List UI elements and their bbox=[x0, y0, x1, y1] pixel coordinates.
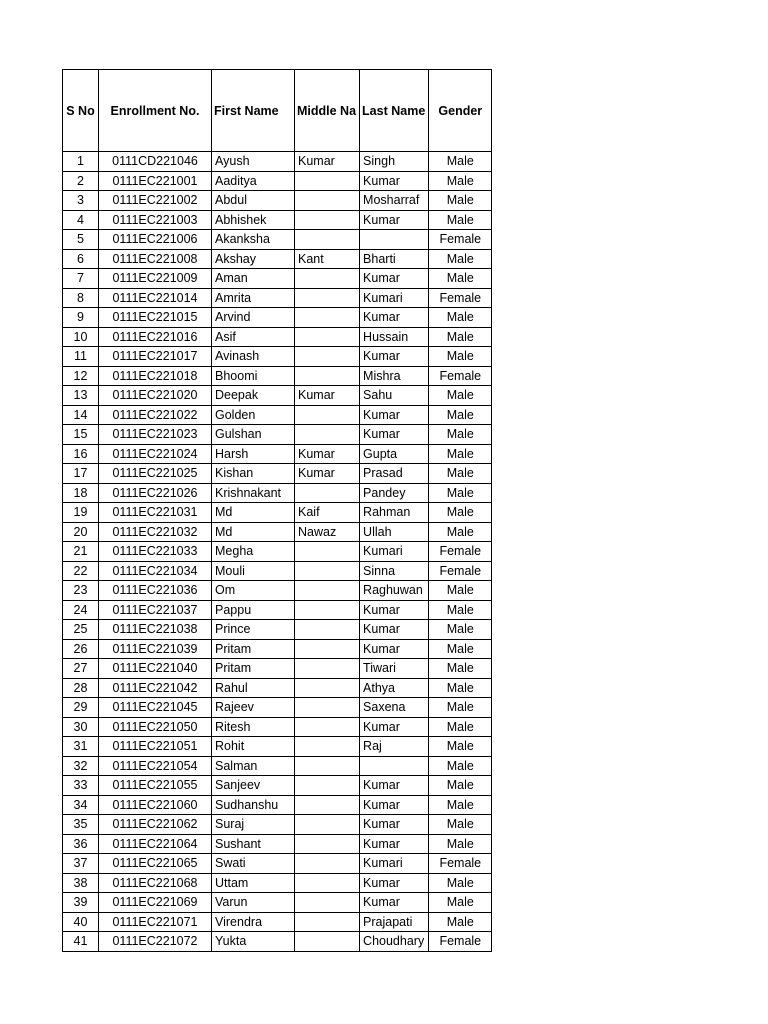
cell-middle-name: Kumar bbox=[295, 152, 360, 172]
cell-enrollment-no: 0111EC221009 bbox=[99, 269, 212, 289]
cell-enrollment-no: 0111EC221054 bbox=[99, 756, 212, 776]
table-row bbox=[63, 873, 492, 893]
cell-gender: Female bbox=[429, 854, 492, 874]
cell-enrollment-no: 0111EC221038 bbox=[99, 620, 212, 640]
cell-last-name: Raghuwan bbox=[360, 581, 429, 601]
table-row bbox=[63, 366, 492, 386]
table-row bbox=[63, 327, 492, 347]
cell-enrollment-no: 0111EC221017 bbox=[99, 347, 212, 367]
cell-enrollment-no: 0111EC221032 bbox=[99, 522, 212, 542]
table-row bbox=[63, 834, 492, 854]
cell-first-name: Virendra bbox=[212, 912, 295, 932]
cell-enrollment-no: 0111EC221006 bbox=[99, 230, 212, 250]
cell-enrollment-no: 0111EC221068 bbox=[99, 873, 212, 893]
cell-last-name: Kumar bbox=[360, 210, 429, 230]
cell-last-name: Kumar bbox=[360, 639, 429, 659]
cell-s-no: 29 bbox=[63, 698, 99, 718]
cell-gender: Male bbox=[429, 386, 492, 406]
cell-gender: Female bbox=[429, 366, 492, 386]
cell-first-name: Md bbox=[212, 503, 295, 523]
cell-last-name: Sinna bbox=[360, 561, 429, 581]
cell-enrollment-no: 0111EC221039 bbox=[99, 639, 212, 659]
cell-middle-name bbox=[295, 483, 360, 503]
cell-s-no: 9 bbox=[63, 308, 99, 328]
cell-first-name: Ayush bbox=[212, 152, 295, 172]
cell-s-no: 35 bbox=[63, 815, 99, 835]
table-row bbox=[63, 288, 492, 308]
cell-middle-name bbox=[295, 600, 360, 620]
cell-first-name: Abhishek bbox=[212, 210, 295, 230]
cell-last-name: Mosharraf bbox=[360, 191, 429, 211]
cell-first-name: Pritam bbox=[212, 659, 295, 679]
cell-enrollment-no: 0111EC221071 bbox=[99, 912, 212, 932]
cell-enrollment-no: 0111EC221002 bbox=[99, 191, 212, 211]
cell-enrollment-no: 0111EC221050 bbox=[99, 717, 212, 737]
cell-first-name: Golden bbox=[212, 405, 295, 425]
cell-first-name: Rajeev bbox=[212, 698, 295, 718]
table-row bbox=[63, 522, 492, 542]
cell-s-no: 24 bbox=[63, 600, 99, 620]
cell-middle-name bbox=[295, 210, 360, 230]
cell-gender: Male bbox=[429, 873, 492, 893]
cell-last-name: Raj bbox=[360, 737, 429, 757]
table-row bbox=[63, 386, 492, 406]
cell-last-name: Rahman bbox=[360, 503, 429, 523]
cell-gender: Male bbox=[429, 405, 492, 425]
cell-gender: Male bbox=[429, 893, 492, 913]
cell-middle-name bbox=[295, 171, 360, 191]
cell-last-name: Kumar bbox=[360, 893, 429, 913]
cell-middle-name bbox=[295, 308, 360, 328]
table-row bbox=[63, 717, 492, 737]
table-row bbox=[63, 932, 492, 952]
cell-s-no: 25 bbox=[63, 620, 99, 640]
cell-gender: Male bbox=[429, 737, 492, 757]
table-row bbox=[63, 542, 492, 562]
table-row bbox=[63, 659, 492, 679]
table-row bbox=[63, 756, 492, 776]
cell-gender: Male bbox=[429, 717, 492, 737]
cell-gender: Male bbox=[429, 834, 492, 854]
cell-s-no: 14 bbox=[63, 405, 99, 425]
cell-s-no: 39 bbox=[63, 893, 99, 913]
cell-middle-name bbox=[295, 756, 360, 776]
cell-s-no: 31 bbox=[63, 737, 99, 757]
cell-enrollment-no: 0111EC221031 bbox=[99, 503, 212, 523]
cell-last-name: Hussain bbox=[360, 327, 429, 347]
table-row bbox=[63, 483, 492, 503]
cell-last-name: Kumar bbox=[360, 795, 429, 815]
cell-last-name: Kumar bbox=[360, 308, 429, 328]
header-row bbox=[63, 70, 492, 152]
cell-gender: Male bbox=[429, 483, 492, 503]
cell-s-no: 41 bbox=[63, 932, 99, 952]
cell-first-name: Varun bbox=[212, 893, 295, 913]
cell-enrollment-no: 0111EC221024 bbox=[99, 444, 212, 464]
table-row bbox=[63, 191, 492, 211]
cell-gender: Female bbox=[429, 561, 492, 581]
cell-s-no: 27 bbox=[63, 659, 99, 679]
table-body bbox=[63, 152, 492, 952]
table-row bbox=[63, 444, 492, 464]
table-row bbox=[63, 639, 492, 659]
cell-s-no: 5 bbox=[63, 230, 99, 250]
cell-first-name: Ritesh bbox=[212, 717, 295, 737]
cell-first-name: Aman bbox=[212, 269, 295, 289]
cell-last-name: Kumar bbox=[360, 269, 429, 289]
cell-last-name: Gupta bbox=[360, 444, 429, 464]
cell-middle-name bbox=[295, 893, 360, 913]
table-row bbox=[63, 776, 492, 796]
cell-middle-name: Kumar bbox=[295, 386, 360, 406]
cell-middle-name: Nawaz bbox=[295, 522, 360, 542]
cell-middle-name bbox=[295, 425, 360, 445]
cell-gender: Male bbox=[429, 347, 492, 367]
cell-last-name: Saxena bbox=[360, 698, 429, 718]
cell-first-name: Pappu bbox=[212, 600, 295, 620]
cell-enrollment-no: 0111EC221001 bbox=[99, 171, 212, 191]
cell-gender: Male bbox=[429, 444, 492, 464]
cell-s-no: 40 bbox=[63, 912, 99, 932]
table-row bbox=[63, 620, 492, 640]
cell-last-name bbox=[360, 230, 429, 250]
cell-enrollment-no: 0111EC221040 bbox=[99, 659, 212, 679]
cell-last-name: Kumar bbox=[360, 620, 429, 640]
cell-s-no: 4 bbox=[63, 210, 99, 230]
cell-first-name: Sudhanshu bbox=[212, 795, 295, 815]
cell-gender: Male bbox=[429, 912, 492, 932]
cell-gender: Male bbox=[429, 815, 492, 835]
cell-gender: Female bbox=[429, 542, 492, 562]
cell-last-name: Pandey bbox=[360, 483, 429, 503]
table-row bbox=[63, 795, 492, 815]
cell-last-name: Kumar bbox=[360, 815, 429, 835]
cell-enrollment-no: 0111EC221023 bbox=[99, 425, 212, 445]
table-row bbox=[63, 854, 492, 874]
cell-enrollment-no: 0111EC221072 bbox=[99, 932, 212, 952]
cell-enrollment-no: 0111EC221042 bbox=[99, 678, 212, 698]
cell-gender: Male bbox=[429, 776, 492, 796]
table-row bbox=[63, 893, 492, 913]
cell-first-name: Sanjeev bbox=[212, 776, 295, 796]
cell-enrollment-no: 0111EC221069 bbox=[99, 893, 212, 913]
cell-s-no: 13 bbox=[63, 386, 99, 406]
cell-gender: Male bbox=[429, 152, 492, 172]
cell-s-no: 19 bbox=[63, 503, 99, 523]
cell-s-no: 17 bbox=[63, 464, 99, 484]
cell-gender: Male bbox=[429, 249, 492, 269]
cell-last-name: Mishra bbox=[360, 366, 429, 386]
cell-middle-name bbox=[295, 854, 360, 874]
table-row bbox=[63, 269, 492, 289]
cell-enrollment-no: 0111EC221051 bbox=[99, 737, 212, 757]
cell-enrollment-no: 0111EC221020 bbox=[99, 386, 212, 406]
cell-s-no: 28 bbox=[63, 678, 99, 698]
cell-s-no: 6 bbox=[63, 249, 99, 269]
cell-middle-name bbox=[295, 815, 360, 835]
cell-last-name: Prasad bbox=[360, 464, 429, 484]
cell-middle-name bbox=[295, 620, 360, 640]
header-first-name: First Name bbox=[212, 70, 295, 152]
cell-s-no: 12 bbox=[63, 366, 99, 386]
cell-enrollment-no: 0111EC221065 bbox=[99, 854, 212, 874]
cell-middle-name bbox=[295, 366, 360, 386]
cell-middle-name: Kumar bbox=[295, 444, 360, 464]
table-row bbox=[63, 464, 492, 484]
cell-first-name: Krishnakant bbox=[212, 483, 295, 503]
cell-s-no: 1 bbox=[63, 152, 99, 172]
table-row bbox=[63, 171, 492, 191]
cell-s-no: 8 bbox=[63, 288, 99, 308]
cell-first-name: Bhoomi bbox=[212, 366, 295, 386]
cell-middle-name bbox=[295, 581, 360, 601]
cell-s-no: 23 bbox=[63, 581, 99, 601]
cell-gender: Male bbox=[429, 795, 492, 815]
cell-s-no: 21 bbox=[63, 542, 99, 562]
cell-first-name: Amrita bbox=[212, 288, 295, 308]
cell-last-name: Kumar bbox=[360, 425, 429, 445]
cell-first-name: Mouli bbox=[212, 561, 295, 581]
cell-enrollment-no: 0111EC221062 bbox=[99, 815, 212, 835]
cell-middle-name bbox=[295, 795, 360, 815]
cell-last-name bbox=[360, 756, 429, 776]
cell-middle-name bbox=[295, 405, 360, 425]
cell-first-name: Rahul bbox=[212, 678, 295, 698]
cell-enrollment-no: 0111EC221034 bbox=[99, 561, 212, 581]
table-row bbox=[63, 600, 492, 620]
cell-middle-name bbox=[295, 230, 360, 250]
cell-last-name: Kumar bbox=[360, 171, 429, 191]
cell-gender: Female bbox=[429, 230, 492, 250]
cell-last-name: Kumari bbox=[360, 288, 429, 308]
table-row bbox=[63, 737, 492, 757]
cell-last-name: Kumari bbox=[360, 542, 429, 562]
cell-first-name: Asif bbox=[212, 327, 295, 347]
cell-last-name: Kumar bbox=[360, 600, 429, 620]
cell-gender: Male bbox=[429, 171, 492, 191]
cell-last-name: Tiwari bbox=[360, 659, 429, 679]
cell-middle-name bbox=[295, 542, 360, 562]
cell-enrollment-no: 0111EC221015 bbox=[99, 308, 212, 328]
cell-s-no: 3 bbox=[63, 191, 99, 211]
cell-first-name: Arvind bbox=[212, 308, 295, 328]
table-header bbox=[63, 70, 492, 152]
cell-enrollment-no: 0111EC221016 bbox=[99, 327, 212, 347]
cell-middle-name bbox=[295, 191, 360, 211]
header-gender: Gender bbox=[429, 70, 492, 152]
cell-gender: Male bbox=[429, 503, 492, 523]
cell-gender: Male bbox=[429, 191, 492, 211]
cell-first-name: Megha bbox=[212, 542, 295, 562]
cell-last-name: Kumar bbox=[360, 873, 429, 893]
table-row bbox=[63, 561, 492, 581]
cell-middle-name bbox=[295, 873, 360, 893]
cell-gender: Male bbox=[429, 639, 492, 659]
cell-middle-name bbox=[295, 717, 360, 737]
cell-enrollment-no: 0111EC221036 bbox=[99, 581, 212, 601]
cell-last-name: Athya bbox=[360, 678, 429, 698]
cell-enrollment-no: 0111EC221022 bbox=[99, 405, 212, 425]
cell-middle-name: Kant bbox=[295, 249, 360, 269]
cell-first-name: Suraj bbox=[212, 815, 295, 835]
cell-middle-name bbox=[295, 347, 360, 367]
table-row bbox=[63, 815, 492, 835]
cell-gender: Male bbox=[429, 620, 492, 640]
cell-enrollment-no: 0111EC221060 bbox=[99, 795, 212, 815]
table-row bbox=[63, 230, 492, 250]
cell-last-name: Prajapati bbox=[360, 912, 429, 932]
cell-middle-name bbox=[295, 932, 360, 952]
cell-s-no: 22 bbox=[63, 561, 99, 581]
cell-enrollment-no: 0111EC221064 bbox=[99, 834, 212, 854]
cell-gender: Male bbox=[429, 581, 492, 601]
cell-gender: Male bbox=[429, 210, 492, 230]
table-row bbox=[63, 308, 492, 328]
cell-s-no: 2 bbox=[63, 171, 99, 191]
cell-s-no: 20 bbox=[63, 522, 99, 542]
cell-first-name: Akanksha bbox=[212, 230, 295, 250]
cell-first-name: Swati bbox=[212, 854, 295, 874]
cell-first-name: Prince bbox=[212, 620, 295, 640]
table-row bbox=[63, 503, 492, 523]
cell-s-no: 10 bbox=[63, 327, 99, 347]
table-row bbox=[63, 152, 492, 172]
cell-middle-name bbox=[295, 834, 360, 854]
cell-last-name: Kumar bbox=[360, 717, 429, 737]
cell-enrollment-no: 0111EC221033 bbox=[99, 542, 212, 562]
cell-gender: Male bbox=[429, 600, 492, 620]
cell-middle-name bbox=[295, 659, 360, 679]
cell-middle-name: Kumar bbox=[295, 464, 360, 484]
cell-first-name: Sushant bbox=[212, 834, 295, 854]
cell-last-name: Sahu bbox=[360, 386, 429, 406]
cell-enrollment-no: 0111EC221008 bbox=[99, 249, 212, 269]
cell-middle-name bbox=[295, 288, 360, 308]
table-row bbox=[63, 678, 492, 698]
cell-first-name: Pritam bbox=[212, 639, 295, 659]
table-row bbox=[63, 210, 492, 230]
cell-last-name: Kumar bbox=[360, 405, 429, 425]
cell-middle-name bbox=[295, 737, 360, 757]
cell-s-no: 26 bbox=[63, 639, 99, 659]
cell-middle-name bbox=[295, 678, 360, 698]
cell-enrollment-no: 0111EC221055 bbox=[99, 776, 212, 796]
cell-first-name: Rohit bbox=[212, 737, 295, 757]
cell-last-name: Bharti bbox=[360, 249, 429, 269]
cell-enrollment-no: 0111EC221037 bbox=[99, 600, 212, 620]
cell-enrollment-no: 0111EC221014 bbox=[99, 288, 212, 308]
cell-s-no: 36 bbox=[63, 834, 99, 854]
cell-s-no: 11 bbox=[63, 347, 99, 367]
cell-first-name: Deepak bbox=[212, 386, 295, 406]
cell-first-name: Harsh bbox=[212, 444, 295, 464]
cell-gender: Male bbox=[429, 756, 492, 776]
table-row bbox=[63, 249, 492, 269]
cell-enrollment-no: 0111CD221046 bbox=[99, 152, 212, 172]
cell-last-name: Ullah bbox=[360, 522, 429, 542]
cell-first-name: Gulshan bbox=[212, 425, 295, 445]
cell-s-no: 15 bbox=[63, 425, 99, 445]
cell-first-name: Akshay bbox=[212, 249, 295, 269]
cell-gender: Female bbox=[429, 288, 492, 308]
cell-first-name: Uttam bbox=[212, 873, 295, 893]
cell-last-name: Kumar bbox=[360, 776, 429, 796]
cell-last-name: Choudhary bbox=[360, 932, 429, 952]
table-row bbox=[63, 581, 492, 601]
cell-last-name: Singh bbox=[360, 152, 429, 172]
header-s-no: S No bbox=[63, 70, 99, 152]
cell-first-name: Abdul bbox=[212, 191, 295, 211]
cell-enrollment-no: 0111EC221026 bbox=[99, 483, 212, 503]
header-last-name: Last Name bbox=[360, 70, 429, 152]
cell-middle-name bbox=[295, 269, 360, 289]
cell-s-no: 33 bbox=[63, 776, 99, 796]
cell-enrollment-no: 0111EC221025 bbox=[99, 464, 212, 484]
cell-gender: Male bbox=[429, 678, 492, 698]
cell-first-name: Avinash bbox=[212, 347, 295, 367]
cell-gender: Male bbox=[429, 659, 492, 679]
cell-last-name: Kumar bbox=[360, 347, 429, 367]
cell-enrollment-no: 0111EC221018 bbox=[99, 366, 212, 386]
cell-middle-name bbox=[295, 912, 360, 932]
cell-gender: Male bbox=[429, 464, 492, 484]
cell-first-name: Kishan bbox=[212, 464, 295, 484]
cell-first-name: Salman bbox=[212, 756, 295, 776]
cell-s-no: 32 bbox=[63, 756, 99, 776]
table-row bbox=[63, 347, 492, 367]
cell-s-no: 7 bbox=[63, 269, 99, 289]
cell-gender: Male bbox=[429, 308, 492, 328]
cell-first-name: Aaditya bbox=[212, 171, 295, 191]
cell-gender: Male bbox=[429, 522, 492, 542]
cell-last-name: Kumari bbox=[360, 854, 429, 874]
header-middle-name: Middle Na bbox=[295, 70, 360, 152]
cell-gender: Male bbox=[429, 425, 492, 445]
student-table bbox=[62, 69, 492, 952]
table-row bbox=[63, 405, 492, 425]
cell-gender: Male bbox=[429, 269, 492, 289]
cell-first-name: Md bbox=[212, 522, 295, 542]
cell-middle-name bbox=[295, 639, 360, 659]
cell-s-no: 16 bbox=[63, 444, 99, 464]
cell-middle-name bbox=[295, 776, 360, 796]
header-enrollment-no: Enrollment No. bbox=[99, 70, 212, 152]
cell-gender: Female bbox=[429, 932, 492, 952]
cell-enrollment-no: 0111EC221045 bbox=[99, 698, 212, 718]
cell-middle-name bbox=[295, 327, 360, 347]
cell-last-name: Kumar bbox=[360, 834, 429, 854]
cell-enrollment-no: 0111EC221003 bbox=[99, 210, 212, 230]
cell-first-name: Yukta bbox=[212, 932, 295, 952]
cell-s-no: 18 bbox=[63, 483, 99, 503]
cell-first-name: Om bbox=[212, 581, 295, 601]
cell-s-no: 37 bbox=[63, 854, 99, 874]
cell-s-no: 38 bbox=[63, 873, 99, 893]
cell-middle-name bbox=[295, 698, 360, 718]
table-row bbox=[63, 698, 492, 718]
table-row bbox=[63, 425, 492, 445]
cell-middle-name: Kaif bbox=[295, 503, 360, 523]
cell-middle-name bbox=[295, 561, 360, 581]
cell-gender: Male bbox=[429, 698, 492, 718]
cell-s-no: 34 bbox=[63, 795, 99, 815]
cell-gender: Male bbox=[429, 327, 492, 347]
table-row bbox=[63, 912, 492, 932]
cell-s-no: 30 bbox=[63, 717, 99, 737]
